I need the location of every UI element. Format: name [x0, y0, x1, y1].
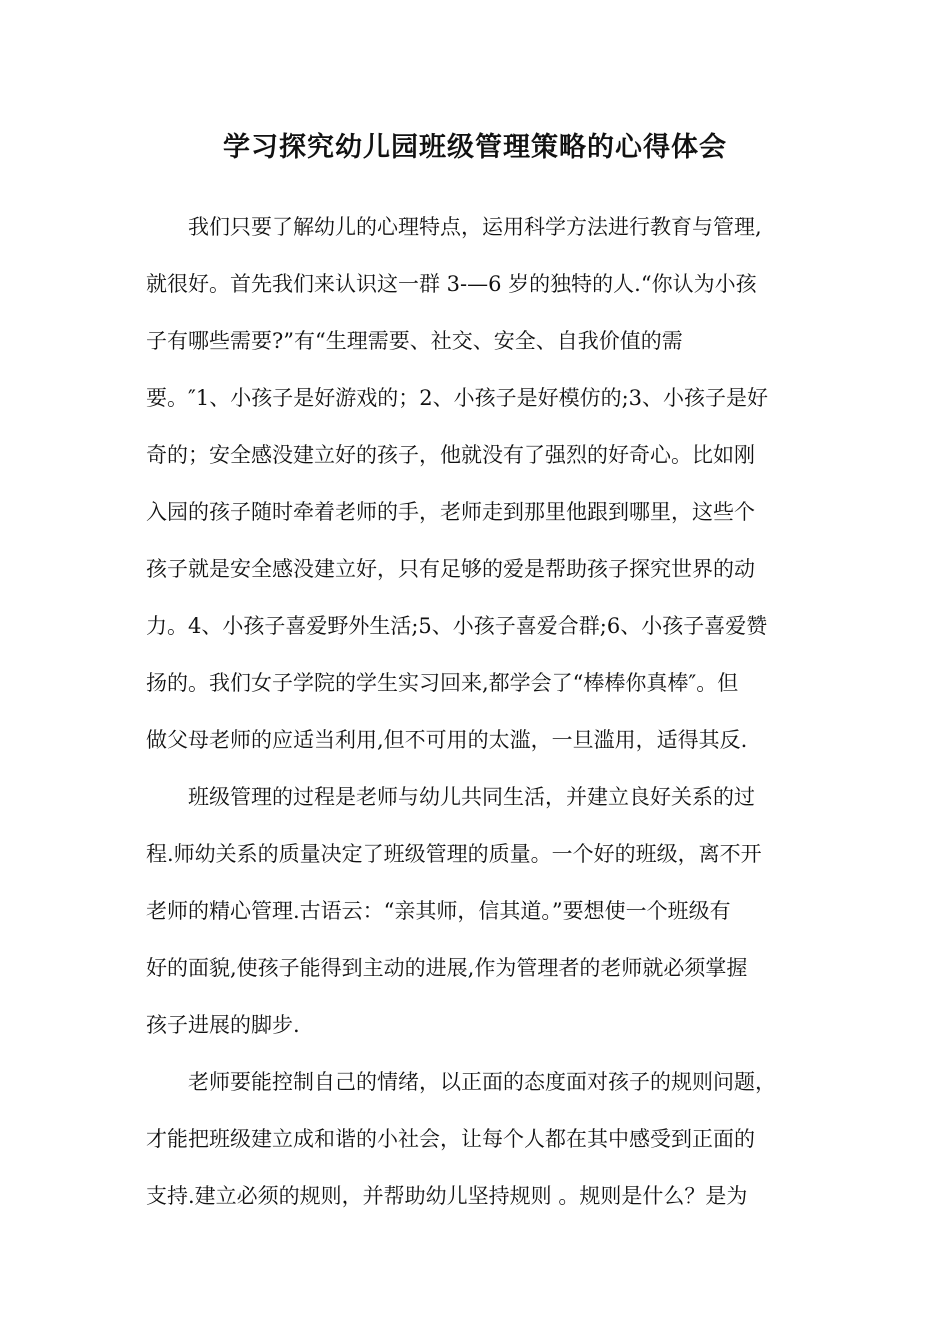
paragraph-line: 子有哪些需要?”有“生理需要、社交、安全、自我价值的需 [146, 329, 683, 353]
paragraph-line: 入园的孩子随时牵着老师的手，老师走到那里他跟到哪里，这些个 [146, 500, 755, 524]
paragraph-line: 班级管理的过程是老师与幼儿共同生活，并建立良好关系的过 [188, 785, 755, 809]
paragraph-line: 孩子就是安全感没建立好，只有足够的爱是帮助孩子探究世界的动 [146, 557, 755, 581]
paragraph-line: 就很好。首先我们来认识这一群 3-—6 岁的独特的人.“你认为小孩 [146, 272, 757, 296]
paragraph-line: 支持.建立必须的规则，并帮助幼儿坚持规则 。规则是什么？是为 [146, 1184, 748, 1208]
paragraph-line: 扬的。我们女子学院的学生实习回来,都学会了“棒棒你真棒″。但 [146, 671, 739, 695]
paragraph-line: 我们只要了解幼儿的心理特点，运用科学方法进行教育与管理, [188, 215, 762, 239]
paragraph-line: 老师要能控制自己的情绪，以正面的态度面对孩子的规则问题， [188, 1070, 776, 1094]
document-title: 学习探究幼儿园班级管理策略的心得体会 [223, 132, 727, 163]
paragraph-line: 好的面貌,使孩子能得到主动的进展,作为管理者的老师就必须掌握 [146, 956, 748, 980]
paragraph-line: 要。″1、小孩子是好游戏的；2、小孩子是好模仿的;3、小孩子是好 [146, 386, 768, 410]
paragraph-line: 力。4、小孩子喜爱野外生活;5、小孩子喜爱合群;6、小孩子喜爱赞 [146, 614, 768, 638]
paragraph-line: 才能把班级建立成和谐的小社会，让每个人都在其中感受到正面的 [146, 1127, 755, 1151]
paragraph-line: 奇的；安全感没建立好的孩子，他就没有了强烈的好奇心。比如刚 [146, 443, 755, 467]
paragraph-line: 程.师幼关系的质量决定了班级管理的质量。一个好的班级，离不开 [146, 842, 762, 866]
paragraph-line: 做父母老师的应适当利用,但不可用的太滥，一旦滥用，适得其反. [146, 728, 748, 752]
paragraph-line: 孩子进展的脚步. [146, 1013, 300, 1037]
paragraph-line: 老师的精心管理.古语云：“亲其师，信其道。”要想使一个班级有 [146, 899, 731, 923]
